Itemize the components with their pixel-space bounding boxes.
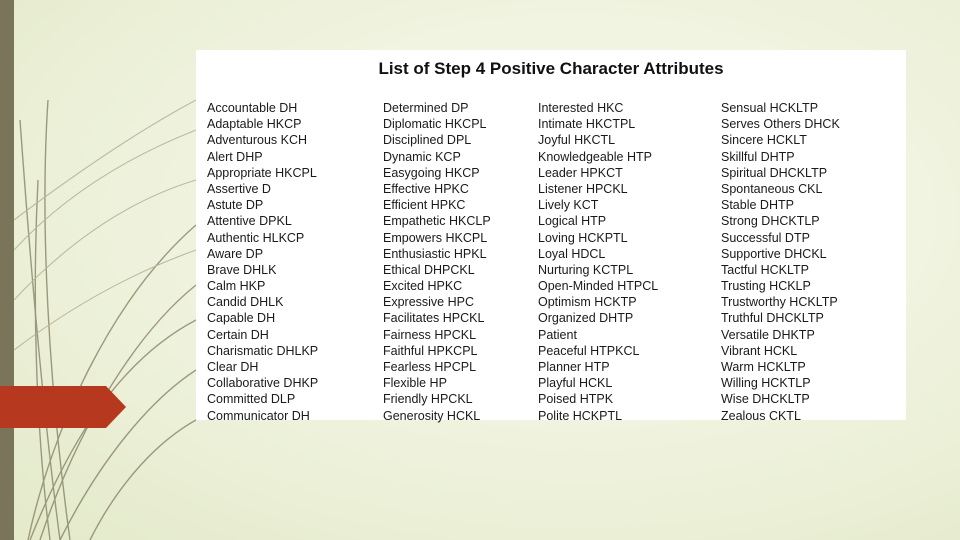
- attribute-item: Enthusiastic HPKL: [383, 246, 487, 261]
- attribute-item: Serves Others DHCK: [721, 117, 840, 132]
- left-accent-bar: [0, 0, 14, 540]
- attribute-item: Calm HKP: [207, 279, 266, 294]
- attribute-item: Wise DHCKLTP: [721, 392, 810, 407]
- attribute-item: Astute DP: [207, 198, 264, 213]
- attribute-item: Ethical DHPCKL: [383, 262, 475, 277]
- attribute-item: Zealous CKTL: [721, 408, 801, 423]
- attribute-item: Planner HTP: [538, 360, 610, 374]
- attribute-item: Successful DTP: [721, 230, 810, 245]
- attributes-column-3: [538, 100, 658, 424]
- attribute-item: Organized DHTP: [538, 311, 634, 326]
- attribute-item: Flexible HP: [383, 376, 447, 391]
- attribute-item: Friendly HPCKL: [383, 392, 473, 407]
- attribute-item: Effective HPKC: [383, 181, 469, 196]
- attribute-item: Fearless HPCPL: [383, 360, 477, 374]
- attribute-item: Listener HPCKL: [538, 181, 628, 196]
- attribute-item: Open-Minded HTPCL: [538, 279, 659, 294]
- attribute-item: Certain DH: [207, 327, 269, 342]
- attribute-item: Appropriate HKCPL: [207, 165, 317, 180]
- attribute-item: Optimism HCKTP: [538, 295, 637, 310]
- attribute-item: Determined DP: [383, 101, 469, 115]
- attribute-item: Loving HCKPTL: [538, 230, 628, 245]
- attribute-item: Easygoing HKCP: [383, 165, 480, 180]
- attribute-item: Empowers HKCPL: [383, 230, 488, 245]
- attribute-item: Adaptable HKCP: [207, 117, 302, 132]
- attribute-item: Nurturing KCTPL: [538, 262, 634, 277]
- attribute-item: Fairness HPCKL: [383, 327, 477, 342]
- attribute-item: Expressive HPC: [383, 295, 474, 310]
- attribute-item: Candid DHLK: [207, 295, 284, 310]
- attribute-item: Spontaneous CKL: [721, 181, 823, 196]
- attribute-item: Warm HCKLTP: [721, 360, 806, 374]
- attribute-item: Polite HCKPTL: [538, 408, 623, 423]
- attribute-item: Logical HTP: [538, 214, 607, 229]
- attribute-item: Capable DH: [207, 311, 276, 326]
- attribute-item: Loyal HDCL: [538, 246, 606, 261]
- attribute-item: Diplomatic HKCPL: [383, 117, 487, 132]
- attribute-item: Faithful HPKCPL: [383, 343, 478, 358]
- attribute-item: Sensual HCKLTP: [721, 101, 819, 115]
- card-title: List of Step 4 Positive Character Attributes: [378, 59, 724, 78]
- attribute-item: Willing HCKTLP: [721, 376, 811, 391]
- attribute-item: Supportive DHCKL: [721, 246, 827, 261]
- attribute-item: Attentive DPKL: [207, 214, 292, 229]
- attribute-item: Alert DHP: [207, 149, 263, 164]
- attribute-item: Dynamic KCP: [383, 149, 461, 164]
- attributes-column-2: [383, 100, 491, 424]
- attribute-item: Trusting HCKLP: [721, 279, 811, 294]
- attribute-item: Patient: [538, 327, 577, 342]
- attribute-item: Clear DH: [207, 360, 259, 374]
- attribute-item: Assertive D: [207, 181, 271, 196]
- attribute-item: Communicator DH: [207, 408, 310, 423]
- attribute-item: Accountable DH: [207, 101, 298, 115]
- attribute-item: Committed DLP: [207, 392, 296, 407]
- attribute-item: Collaborative DHKP: [207, 376, 319, 391]
- attribute-item: Adventurous KCH: [207, 133, 308, 148]
- attribute-item: Poised HTPK: [538, 392, 614, 407]
- attribute-item: Peaceful HTPKCL: [538, 343, 640, 358]
- attributes-column-4: [721, 100, 840, 424]
- attribute-item: Aware DP: [207, 246, 264, 261]
- attribute-item: Truthful DHCKLTP: [721, 311, 824, 326]
- attribute-item: Interested HKC: [538, 101, 624, 115]
- attribute-item: Disciplined DPL: [383, 133, 472, 148]
- attribute-item: Joyful HKCTL: [538, 133, 616, 148]
- attribute-item: Facilitates HPCKL: [383, 311, 485, 326]
- attribute-item: Sincere HCKLT: [721, 133, 807, 148]
- attribute-item: Authentic HLKCP: [207, 230, 305, 245]
- attribute-item: Leader HPKCT: [538, 165, 623, 180]
- attribute-item: Tactful HCKLTP: [721, 262, 809, 277]
- attribute-item: Versatile DHKTP: [721, 327, 815, 342]
- attribute-item: Trustworthy HCKLTP: [721, 295, 838, 310]
- attribute-item: Stable DHTP: [721, 198, 794, 213]
- attribute-item: Lively KCT: [538, 198, 599, 213]
- attribute-item: Excited HPKC: [383, 279, 463, 294]
- attribute-item: Spiritual DHCKLTP: [721, 165, 828, 180]
- attribute-item: Playful HCKL: [538, 376, 613, 391]
- attribute-item: Empathetic HKCLP: [383, 214, 491, 229]
- attributes-card: [196, 50, 906, 423]
- attribute-item: Charismatic DHLKP: [207, 343, 319, 358]
- attribute-item: Strong DHCKTLP: [721, 214, 820, 229]
- attributes-column-1: [207, 100, 318, 424]
- attribute-item: Skillful DHTP: [721, 149, 795, 164]
- attribute-item: Efficient HPKC: [383, 198, 466, 213]
- attribute-item: Intimate HKCTPL: [538, 117, 636, 132]
- attribute-item: Brave DHLK: [207, 262, 277, 277]
- attribute-item: Knowledgeable HTP: [538, 149, 652, 164]
- red-arrow-tab: [0, 386, 126, 428]
- attribute-item: Generosity HCKL: [383, 408, 481, 423]
- attribute-item: Vibrant HCKL: [721, 343, 798, 358]
